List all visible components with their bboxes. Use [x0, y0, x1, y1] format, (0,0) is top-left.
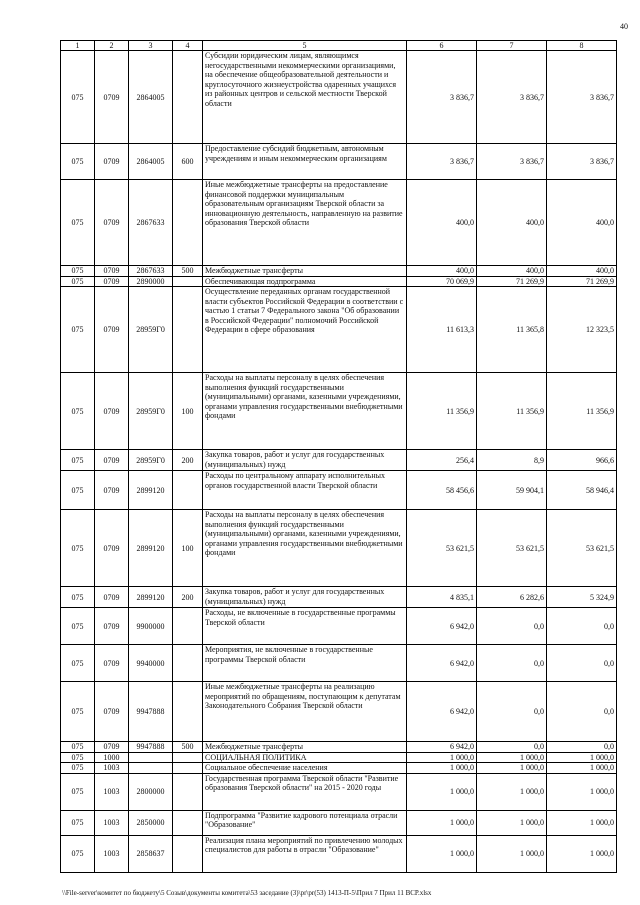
amount-col6: 11 356,9: [407, 373, 477, 450]
department-code: 075: [61, 266, 95, 276]
amount-col8: 11 356,9: [547, 373, 617, 450]
table-row: [61, 608, 617, 645]
department-code: 075: [61, 471, 95, 510]
amount-col7: 1 000,0: [477, 763, 547, 773]
amount-col7: 11 356,9: [477, 373, 547, 450]
table-row: [61, 51, 617, 144]
table-row: [61, 645, 617, 682]
expense-description: СОЦИАЛЬНАЯ ПОЛИТИКА: [203, 752, 407, 762]
table-row: [61, 742, 617, 752]
expense-description: Закупка товаров, работ и услуг для государственных (муниципальных) нужд: [203, 587, 407, 608]
section-code: 1000: [95, 752, 129, 762]
expense-type-code: [173, 180, 203, 266]
table-row: [61, 810, 617, 835]
target-article-code: [129, 763, 173, 773]
amount-col7: 1 000,0: [477, 752, 547, 762]
amount-col7: 71 269,9: [477, 276, 547, 286]
section-code: 1003: [95, 763, 129, 773]
amount-col7: 53 621,5: [477, 510, 547, 587]
section-code: 0709: [95, 471, 129, 510]
section-code: 1003: [95, 835, 129, 872]
amount-col8: 12 323,5: [547, 287, 617, 373]
expense-type-code: [173, 763, 203, 773]
expense-description: Расходы, не включенные в государственные программы Тверской области: [203, 608, 407, 645]
expense-type-code: 600: [173, 144, 203, 180]
amount-col8: 1 000,0: [547, 752, 617, 762]
department-code: 075: [61, 587, 95, 608]
amount-col8: 1 000,0: [547, 773, 617, 810]
expense-description: Межбюджетные трансферты: [203, 742, 407, 752]
target-article-code: 2867633: [129, 266, 173, 276]
column-number: 4: [173, 41, 203, 51]
amount-col6: 1 000,0: [407, 835, 477, 872]
target-article-code: 2864005: [129, 51, 173, 144]
expense-description: Подпрограмма "Развитие кадрового потенциала отрасли "Образование": [203, 810, 407, 835]
department-code: 075: [61, 810, 95, 835]
department-code: 075: [61, 742, 95, 752]
department-code: 075: [61, 763, 95, 773]
amount-col6: 11 613,3: [407, 287, 477, 373]
department-code: 075: [61, 773, 95, 810]
amount-col8: 3 836,7: [547, 144, 617, 180]
amount-col7: 400,0: [477, 266, 547, 276]
amount-col7: 1 000,0: [477, 835, 547, 872]
column-number: 3: [129, 41, 173, 51]
target-article-code: 2864005: [129, 144, 173, 180]
target-article-code: 28959Г0: [129, 450, 173, 471]
department-code: 075: [61, 450, 95, 471]
expense-type-code: [173, 51, 203, 144]
amount-col8: 0,0: [547, 742, 617, 752]
amount-col7: 0,0: [477, 742, 547, 752]
expense-type-code: [173, 471, 203, 510]
expense-type-code: [173, 287, 203, 373]
amount-col6: 4 835,1: [407, 587, 477, 608]
section-code: 0709: [95, 450, 129, 471]
amount-col8: 71 269,9: [547, 276, 617, 286]
amount-col8: 0,0: [547, 608, 617, 645]
expense-type-code: [173, 752, 203, 762]
expense-type-code: 100: [173, 373, 203, 450]
amount-col7: 1 000,0: [477, 810, 547, 835]
amount-col6: 6 942,0: [407, 608, 477, 645]
section-code: 1003: [95, 773, 129, 810]
department-code: 075: [61, 373, 95, 450]
department-code: 075: [61, 752, 95, 762]
section-code: 0709: [95, 144, 129, 180]
section-code: 0709: [95, 276, 129, 286]
target-article-code: 2800000: [129, 773, 173, 810]
amount-col6: 1 000,0: [407, 763, 477, 773]
amount-col6: 6 942,0: [407, 742, 477, 752]
amount-col6: 400,0: [407, 266, 477, 276]
expense-description: Иные межбюджетные трансферты на реализацию мероприятий по обращениям, поступающим к депутатам Законодательного Собрания Тверской области: [203, 682, 407, 742]
section-code: 0709: [95, 287, 129, 373]
department-code: 075: [61, 287, 95, 373]
target-article-code: 2899120: [129, 587, 173, 608]
department-code: 075: [61, 510, 95, 587]
column-number: 8: [547, 41, 617, 51]
department-code: 075: [61, 645, 95, 682]
target-article-code: 28959Г0: [129, 287, 173, 373]
expense-type-code: [173, 682, 203, 742]
column-number: 1: [61, 41, 95, 51]
expense-type-code: [173, 810, 203, 835]
column-number: 5: [203, 41, 407, 51]
amount-col6: 3 836,7: [407, 51, 477, 144]
expense-description: Осуществление переданных органам государственной власти субъектов Российской Федерации в соответствии с частью 1 статьи 7 Федерального закона "Об образовании в Российской Федерации" полномочий Российской Федерации в сфере образования: [203, 287, 407, 373]
amount-col6: 400,0: [407, 180, 477, 266]
amount-col6: 1 000,0: [407, 752, 477, 762]
amount-col7: 0,0: [477, 608, 547, 645]
section-code: 0709: [95, 742, 129, 752]
amount-col7: 0,0: [477, 682, 547, 742]
table-row: [61, 773, 617, 810]
target-article-code: 9947888: [129, 682, 173, 742]
department-code: 075: [61, 835, 95, 872]
section-code: 0709: [95, 510, 129, 587]
expense-description: Расходы на выплаты персоналу в целях обеспечения выполнения функций государственными (муниципальными) органами, казенными учреждениями, органами управления государственными внебюджетными фондами: [203, 373, 407, 450]
table-row: [61, 587, 617, 608]
target-article-code: 2899120: [129, 510, 173, 587]
amount-col6: 6 942,0: [407, 682, 477, 742]
column-number-row: [61, 41, 617, 51]
table-row: [61, 450, 617, 471]
amount-col7: 3 836,7: [477, 144, 547, 180]
amount-col8: 0,0: [547, 682, 617, 742]
table-row: [61, 276, 617, 286]
expense-type-code: [173, 773, 203, 810]
table-row: [61, 287, 617, 373]
expense-type-code: 200: [173, 450, 203, 471]
target-article-code: 2858637: [129, 835, 173, 872]
amount-col7: 59 904,1: [477, 471, 547, 510]
expense-type-code: 500: [173, 266, 203, 276]
expense-type-code: [173, 835, 203, 872]
expense-description: Иные межбюджетные трансферты на предоставление финансовой поддержки муниципальным образовательным организациям Тверской области за инновационную деятельность, направленную на развитие образования Тверской области: [203, 180, 407, 266]
amount-col7: 8,9: [477, 450, 547, 471]
table-row: [61, 266, 617, 276]
table-row: [61, 763, 617, 773]
amount-col6: 256,4: [407, 450, 477, 471]
target-article-code: [129, 752, 173, 762]
amount-col8: 5 324,9: [547, 587, 617, 608]
amount-col6: 1 000,0: [407, 810, 477, 835]
target-article-code: 2850000: [129, 810, 173, 835]
amount-col8: 400,0: [547, 180, 617, 266]
expense-type-code: 200: [173, 587, 203, 608]
department-code: 075: [61, 608, 95, 645]
target-article-code: 2867633: [129, 180, 173, 266]
amount-col8: 966,6: [547, 450, 617, 471]
amount-col6: 70 069,9: [407, 276, 477, 286]
section-code: 0709: [95, 608, 129, 645]
amount-col7: 6 282,6: [477, 587, 547, 608]
target-article-code: 2890000: [129, 276, 173, 286]
column-number: 7: [477, 41, 547, 51]
department-code: 075: [61, 180, 95, 266]
section-code: 0709: [95, 373, 129, 450]
table-row: [61, 835, 617, 872]
expense-description: Государственная программа Тверской области "Развитие образования Тверской области" на 2015 - 2020 годы: [203, 773, 407, 810]
amount-col8: 53 621,5: [547, 510, 617, 587]
expense-description: Расходы на выплаты персоналу в целях обеспечения выполнения функций государственными (муниципальными) органами, казенными учреждениями, органами управления государственными внебюджетными фондами: [203, 510, 407, 587]
section-code: 0709: [95, 587, 129, 608]
amount-col7: 3 836,7: [477, 51, 547, 144]
department-code: 075: [61, 682, 95, 742]
table-row: [61, 682, 617, 742]
amount-col8: 3 836,7: [547, 51, 617, 144]
target-article-code: 2899120: [129, 471, 173, 510]
expense-description: Мероприятия, не включенные в государственные программы Тверской области: [203, 645, 407, 682]
amount-col7: 0,0: [477, 645, 547, 682]
amount-col7: 400,0: [477, 180, 547, 266]
amount-col8: 400,0: [547, 266, 617, 276]
section-code: 0709: [95, 266, 129, 276]
expense-description: Социальное обеспечение населения: [203, 763, 407, 773]
expense-description: Обеспечивающая подпрограмма: [203, 276, 407, 286]
table-row: [61, 144, 617, 180]
file-path-footer: \\File-server\комитет по бюджету\5 Созыв\документы комитета\53 заседание (3)\pr\pr(53) 1413-П-5\Прил 7 Прил 11 ВСР.xlsx: [62, 889, 432, 897]
amount-col6: 6 942,0: [407, 645, 477, 682]
section-code: 1003: [95, 810, 129, 835]
expense-type-code: [173, 276, 203, 286]
amount-col6: 58 456,6: [407, 471, 477, 510]
section-code: 0709: [95, 645, 129, 682]
budget-table: [60, 40, 617, 873]
table-row: [61, 373, 617, 450]
page-number: 40: [620, 22, 628, 31]
amount-col7: 1 000,0: [477, 773, 547, 810]
amount-col8: 58 946,4: [547, 471, 617, 510]
table-row: [61, 471, 617, 510]
target-article-code: 28959Г0: [129, 373, 173, 450]
expense-description: Расходы по центральному аппарату исполнительных органов государственной власти Тверской области: [203, 471, 407, 510]
expense-type-code: [173, 608, 203, 645]
column-number: 2: [95, 41, 129, 51]
section-code: 0709: [95, 180, 129, 266]
expense-description: Субсидии юридическим лицам, являющимся негосударственными некоммерческими организациями, на обеспечение общеобразовательной деятельности и круглосуточного жизнеустройства одаренных учащихся из районных центров и сельской местности Тверской области: [203, 51, 407, 144]
department-code: 075: [61, 276, 95, 286]
amount-col6: 3 836,7: [407, 144, 477, 180]
department-code: 075: [61, 51, 95, 144]
department-code: 075: [61, 144, 95, 180]
expense-description: Закупка товаров, работ и услуг для государственных (муниципальных) нужд: [203, 450, 407, 471]
amount-col8: 1 000,0: [547, 835, 617, 872]
expense-type-code: 500: [173, 742, 203, 752]
section-code: 0709: [95, 682, 129, 742]
table-row: [61, 180, 617, 266]
expense-description: Межбюджетные трансферты: [203, 266, 407, 276]
expense-description: Предоставление субсидий бюджетным, автономным учреждениям и иным некоммерческим организациям: [203, 144, 407, 180]
amount-col8: 0,0: [547, 645, 617, 682]
table-row: [61, 510, 617, 587]
target-article-code: 9947888: [129, 742, 173, 752]
target-article-code: 9940000: [129, 645, 173, 682]
table-row: [61, 752, 617, 762]
column-number: 6: [407, 41, 477, 51]
amount-col6: 1 000,0: [407, 773, 477, 810]
amount-col8: 1 000,0: [547, 763, 617, 773]
target-article-code: 9900000: [129, 608, 173, 645]
amount-col7: 11 365,8: [477, 287, 547, 373]
amount-col8: 1 000,0: [547, 810, 617, 835]
expense-description: Реализация плана мероприятий по привлечению молодых специалистов для работы в отрасли "Образование": [203, 835, 407, 872]
expense-type-code: [173, 645, 203, 682]
expense-type-code: 100: [173, 510, 203, 587]
section-code: 0709: [95, 51, 129, 144]
amount-col6: 53 621,5: [407, 510, 477, 587]
